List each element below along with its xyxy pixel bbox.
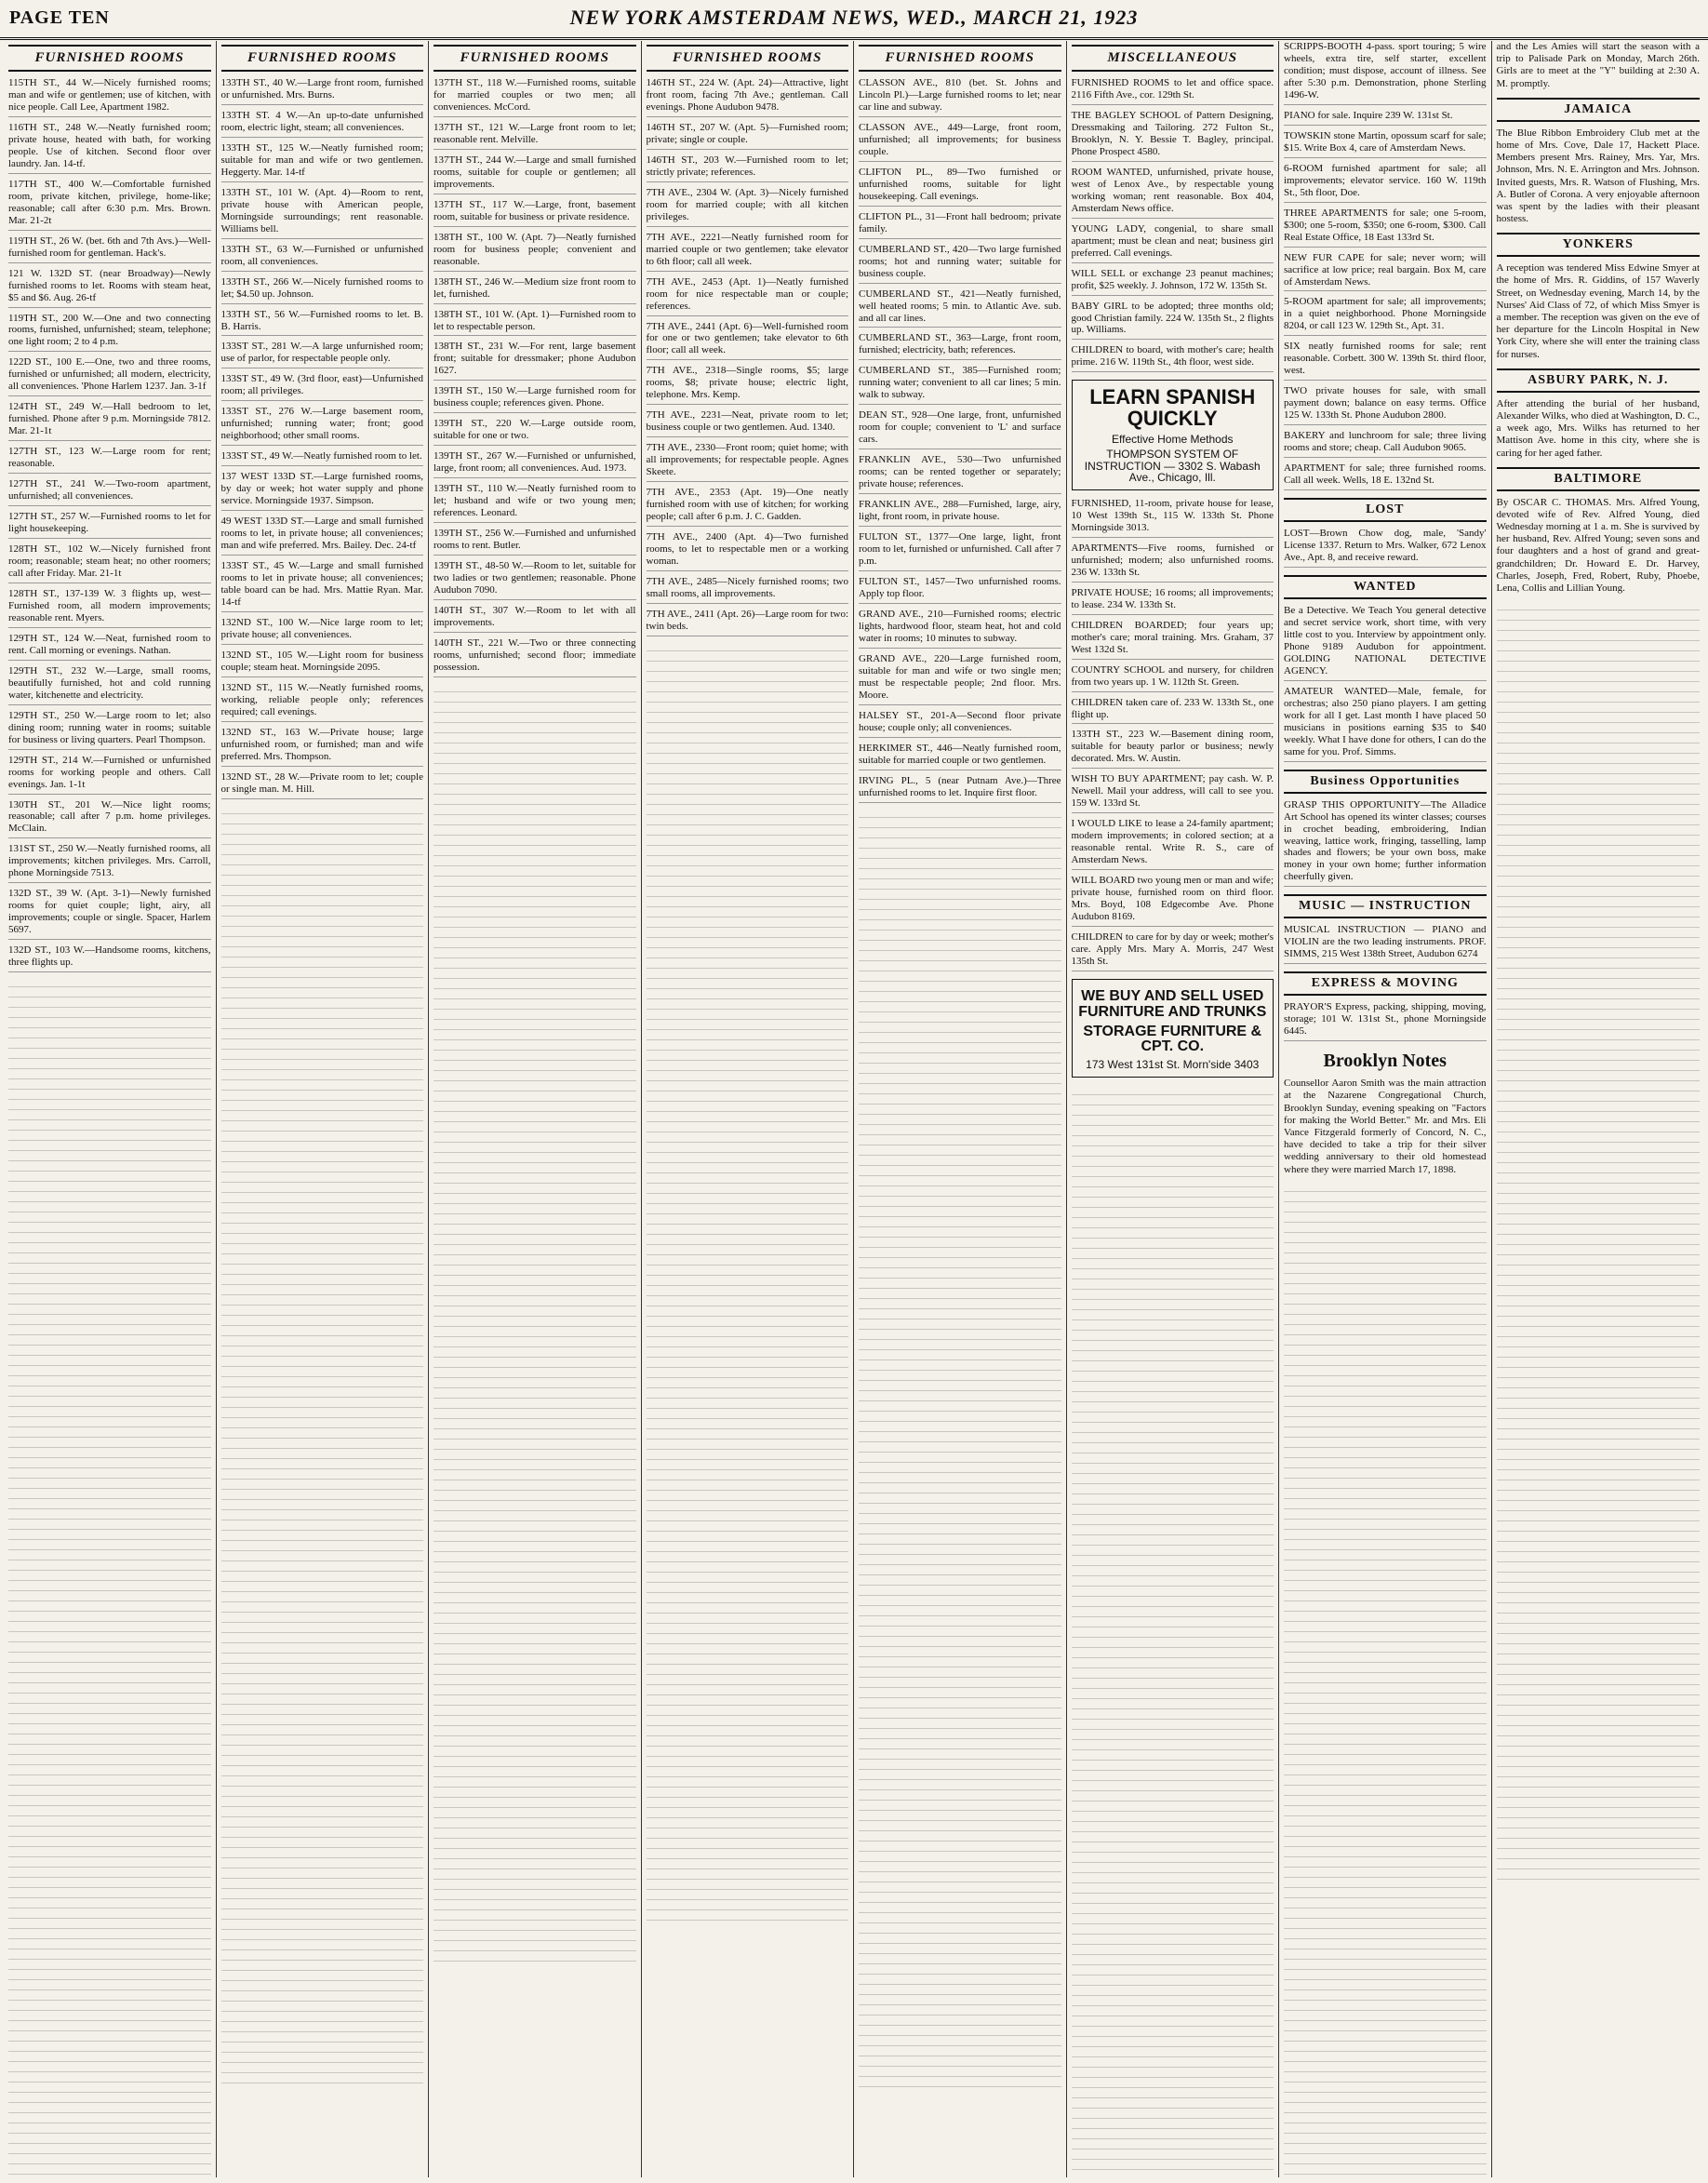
listing-6: 119TH ST., 200 W.—One and two connecting rooms, furnished, unfurnished; steam, telephone; one light room; 2 to 4 p.m. [8,313,211,353]
column-7 [1279,41,1492,2177]
listing-4: 133TH ST., 101 W. (Apt. 4)—Room to rent, private house with American people, Morningside surroundings; rent reasonable. Williams bell. [221,187,424,239]
listing-2: 137TH ST., 121 W.—Large front room to let; reasonable rent. Melville. [434,122,636,150]
listing-15: 132ND ST., 100 W.—Nice large room to let; private house; all conveniences. [221,617,424,645]
column-heading: FURNISHED ROOMS [8,45,211,72]
listing-12: COUNTRY SCHOOL and nursery, for children from two years up. 1 W. 112th St. Green. [1072,664,1274,692]
section-heading-music: MUSIC — INSTRUCTION [1284,894,1487,918]
listing-10: FRANKLIN AVE., 530—Two unfurnished rooms; can be rented together or separately; private house; references. [859,454,1061,494]
listing-2: 133TH ST. 4 W.—An up-to-date unfurnished room, electric light, steam; all conveniences. [221,110,424,138]
listing-12: 139TH ST., 110 W.—Neatly furnished room to let; husband and wife or two young men; references. Leonard. [434,483,636,523]
listing-9: 7TH AVE., 2231—Neat, private room to let; business couple or two gentlemen. Aud. 1340. [647,409,849,437]
section-heading-jamaica: JAMAICA [1497,98,1701,122]
listing-8: FURNISHED, 11-room, private house for lease, 10 West 139th St., 115 W. 133th St. Phone Morningside 3013. [1072,498,1274,538]
listing-14: GRAND AVE., 210—Furnished rooms; electric lights, hardwood floor, steam heat, hot and cold water in rooms; 10 minutes to subway. [859,609,1061,649]
listing-4: CLIFTON PL., 31—Front hall bedroom; private family. [859,211,1061,239]
listing-11: 7TH AVE., 2353 (Apt. 19)—One neatly furnished room with use of kitchen; for working people; call after 6 p.m. J. C. Gadden. [647,487,849,527]
column-3 [429,41,642,2177]
listing-3: 117TH ST., 400 W.—Comfortable furnished room, private kitchen, privilege, home-like; reasonable; call after 6:30 p.m. Mrs. Brown. Mar. 21-2t [8,179,211,231]
listing-11: APARTMENT for sale; three furnished rooms. Call all week. Wells, 18 E. 132nd St. [1284,462,1487,490]
listing-16: HALSEY ST., 201-A—Second floor private house; couple only; all conveniences. [859,710,1061,738]
listing-3: CLIFTON PL., 89—Two furnished or unfurnished rooms, suitable for light housekeeping. Call evenings. [859,167,1061,207]
section-heading-express: EXPRESS & MOVING [1284,971,1487,996]
section-heading-wanted: WANTED [1284,575,1487,599]
listing-18: 130TH ST., 201 W.—Nice light rooms; reasonable; call after 7 p.m. home privileges. McClain. [8,799,211,839]
listing-11: FRANKLIN AVE., 288—Furnished, large, airy, light, front room, in private house. [859,499,1061,527]
listing-9: 127TH ST., 123 W.—Large room for rent; reasonable. [8,446,211,474]
listing-14: 7TH AVE., 2411 (Apt. 26)—Large room for two: twin beds. [647,609,849,636]
listing-5: 133TH ST., 63 W.—Furnished or unfurnished room, all conveniences. [221,244,424,272]
listing-3: 133TH ST., 125 W.—Neatly furnished room; suitable for man and wife or two gentlemen. Heggerty. Mar. 14-tf [221,142,424,182]
section-heading-asbury: ASBURY PARK, N. J. [1497,368,1701,393]
jamaica-text: The Blue Ribbon Embroidery Club met at the home of Mrs. Cove, Dale 17, Hackett Place. Members present Mrs. Rainey, Mrs. Yar, Mrs. Johnson, Mrs. N. E. Arrington and Mrs. Johnson. Invited guests, Mrs. R. Watson of Flushing, Mrs. A. Butler of Corona. A very enjoyable afternoon was spent by the ladies with their pleasant hostess. [1496,127,1700,225]
listing-1: FURNISHED ROOMS to let and office space. 2116 Fifth Ave., cor. 129th St. [1072,77,1274,105]
listing-18: 132ND ST., 163 W.—Private house; large unfurnished room, or furnished; man and wife preferred. Mrs. Thompson. [221,727,424,767]
listing-19: 131ST ST., 250 W.—Neatly furnished rooms, all improvements; kitchen privileges. Mrs. Carroll, phone Morningside 7513. [8,843,211,883]
listing-6: 138TH ST., 246 W.—Medium size front room to let, furnished. [434,276,636,304]
listing-15: WISH TO BUY APARTMENT; pay cash. W. P. Newell. Mail your address, will call to see you. 159 W. 133rd St. [1072,773,1274,813]
listing-10: 139TH ST., 220 W.—Large outside room, suitable for one or two. [434,418,636,446]
small-print-lines [8,977,211,2177]
listing-10: PRIVATE HOUSE; 16 rooms; all improvements; to lease. 234 W. 133th St. [1072,587,1274,615]
ad-subline: Effective Home Methods [1111,432,1234,446]
listing-16: 129TH ST., 250 W.—Large room to let; also dining room; running water in rooms; suitable for business or living quarters. Pearl Thompson. [8,710,211,750]
listing-13: CHILDREN taken care of. 233 W. 133th St., one flight up. [1072,697,1274,725]
listing-4: 6-ROOM furnished apartment for sale; all improvements; elevator service. 160 W. 119th St., 5th floor, Doe. [1284,163,1487,203]
listing-15: 129TH ST., 232 W.—Large, small rooms, beautifully furnished, hot and cold running water, kitchenette and electricity. [8,665,211,705]
listing-8: 124TH ST., 249 W.—Hall bedroom to let, furnished. Phone after 9 p.m. Morningside 7812. Mar. 21-1t [8,401,211,441]
listing-4: 7TH AVE., 2304 W. (Apt. 3)—Nicely furnished room for married couple; with all kitchen privileges. [647,187,849,227]
listing-14: 133TH ST., 223 W.—Basement dining room, suitable for beauty parlor or business; newly decorated. Mrs. W. Austin. [1072,729,1274,769]
listing-12: 7TH AVE., 2400 (Apt. 4)—Two furnished rooms, to let to respectable men or a working woman. [647,531,849,571]
section-heading-baltimore: BALTIMORE [1497,467,1701,491]
listing-5: THREE APARTMENTS for sale; one 5-room, $300; one 5-room, $350; one 6-room, $300. Call Real Estate Office, 18 East 133rd St. [1284,208,1487,248]
furniture-ad [1072,979,1274,1078]
listing-3: 137TH ST., 244 W.—Large and small furnished rooms, suitable for couple or gentlemen; all improvements. [434,154,636,194]
listing-19: 132ND ST., 28 W.—Private room to let; couple or single man. M. Hill. [221,771,424,799]
ad-headline: LEARN SPANISH QUICKLY [1089,385,1256,431]
columns [4,41,1704,2177]
listing-13: 128TH ST., 137-139 W. 3 flights up, west—Furnished room, all modern improvements; reasonable rent. Myers. [8,588,211,628]
listing-17: 132ND ST., 115 W.—Neatly furnished rooms, working, reliable people only; references required; call evenings. [221,682,424,722]
listing-2: THE BAGLEY SCHOOL of Pattern Designing, Dressmaking and Tailoring. 272 Fulton St., Brooklyn, N. Y. Bessie T. Bagley, principal. Phone Prospect 4580. [1072,110,1274,162]
listing-13: FULTON ST., 1457—Two unfurnished rooms. Apply top floor. [859,576,1061,604]
listing-7: CUMBERLAND ST., 363—Large, front room, furnished; electricity, bath; references. [859,332,1061,360]
listing-8: 138TH ST., 231 W.—For rent, large basement front; suitable for dressmaker; phone Audubon 1627. [434,341,636,381]
listing-1: CLASSON AVE., 810 (bet. St. Johns and Lincoln Pl.)—Large furnished rooms to let; near car line and subway. [859,77,1061,117]
listing-9: APARTMENTS—Five rooms, furnished or unfurnished; modern; also unfurnished rooms. 236 W. 133th St. [1072,542,1274,583]
spanish-ad [1072,380,1274,490]
listing-13: 49 WEST 133D ST.—Large and small furnished rooms to let, in private house; all conveniences; man and wife preferred. Mrs. Bailey. Dec. 24-tf [221,516,424,556]
listing-10: 127TH ST., 241 W.—Two-room apartment, unfurnished; all conveniences. [8,478,211,506]
column-2 [217,41,430,2177]
listing-9: TWO private houses for sale, with small payment down; balance on easy terms. Office 125 W. 133th St. Phone Audubon 2800. [1284,385,1487,425]
section-heading-yonkers: YONKERS [1497,233,1701,257]
small-print-lines [434,682,636,1966]
masthead [0,0,1708,40]
listing-1: 133TH ST., 40 W.—Large front room, furnished or unfurnished. Mrs. Burns. [221,77,424,105]
listing-9: 133ST ST., 49 W. (3rd floor, east)—Unfurnished room; all privileges. [221,373,424,401]
small-print-lines [1497,600,1701,1884]
column-5 [854,41,1067,2177]
listing-7: 138TH ST., 101 W. (Apt. 1)—Furnished room to let to respectable person. [434,309,636,337]
ad-headline: WE BUY AND SELL USED FURNITURE AND TRUNKS [1078,987,1267,1020]
listing-16: 140TH ST., 221 W.—Two or three connecting rooms, unfurnished; second floor; immediate possession. [434,637,636,677]
listing-12: FULTON ST., 1377—One large, light, front room to let, furnished or unfurnished. Call after 7 p.m. [859,531,1061,571]
listing-5: 138TH ST., 100 W. (Apt. 7)—Neatly furnished room for business people; convenient and reasonable. [434,232,636,272]
listing-1: 137TH ST., 118 W.—Furnished rooms, suitable for married couples or two men; all conveniences. McCord. [434,77,636,117]
listing-4: 137TH ST., 117 W.—Large, front, basement room, suitable for business or private residence. [434,199,636,227]
column-8 [1492,41,1705,2177]
listing-16: 132ND ST., 105 W.—Light room for business couple; steam heat. Morningside 2095. [221,650,424,677]
listing-6: 133TH ST., 266 W.—Nicely furnished rooms to let; $4.50 up. Johnson. [221,276,424,304]
listing-3: 146TH ST., 203 W.—Furnished room to let; strictly private; references. [647,154,849,182]
listing-9: 139TH ST., 150 W.—Large furnished room for business couple; references given. Phone. [434,385,636,413]
asbury-text: After attending the burial of her husband, Alexander Wilks, who died at Washington, D. C., a week ago, Mrs. Wilks has returned to her Mattison Ave. home in this city, where she is caring for her aged father. [1496,397,1700,459]
listing-12: 128TH ST., 102 W.—Nicely furnished front room; reasonable; steam heat; no other roomers; call after Friday. Mar. 21-1t [8,543,211,583]
column-heading: MISCELLANEOUS [1072,45,1274,72]
listing-3: TOWSKIN stone Martin, opossum scarf for sale; $15. Write Box 4, care of Amsterdam News. [1284,130,1487,158]
music-item: MUSICAL INSTRUCTION — PIANO and VIOLIN are the two leading instruments. PROF. SIMMS, 215 West 138th Street, Audubon 6274 [1284,924,1487,964]
listing-14: 139TH ST., 48-50 W.—Room to let, suitable for two ladies or two gentlemen; reasonable. Phone Audubon 7090. [434,560,636,600]
listing-18: IRVING PL., 5 (near Putnam Ave.)—Three unfurnished rooms to let. Inquire first floor. [859,775,1061,803]
business-item: GRASP THIS OPPORTUNITY—The Alladice Art School has opened its winter classes; courses in crochet beading, embroidering, Indian weaving, lattice work, fringing, tasselling, lamp shades and flowers; be your own boss, make money in your own home; further information cheerfully given. [1284,799,1487,888]
listing-14: 133ST ST., 45 W.—Large and small furnished rooms to let in private house; all conveniences; table board can be had. Mrs. Mattie Ryan. Mar. 14-tf [221,560,424,612]
column-6 [1067,41,1280,2177]
wanted-item-1: Be a Detective. We Teach You general detective and secret service work, short time, with very little cost to you. Interview by appointment only. Phone 9189 Audubon for appointment. GOLDING NATIONAL DETECTIVE AGENCY. [1284,605,1487,681]
listing-4: YOUNG LADY, congenial, to share small apartment; must be clean and neat; business girl preferred. Call evenings. [1072,223,1274,263]
yonkers-text: A reception was tendered Miss Edwine Smyer at the home of Mrs. R. Giddins, of 157 Waverly Street, on Wednesday evening, March 14, by the Nurses' Aid Class of 72, of which Miss Smyer is a member. The reception was given on the eve of her departure for the Lincoln Hospital in New York City, where she will enter the training class for nurses. [1496,262,1700,360]
listing-7: 7TH AVE., 2441 (Apt. 6)—Well-furnished room for one or two gentlemen; take elevator to 6th floor; call all week. [647,321,849,361]
listing-2: PIANO for sale. Inquire 239 W. 131st St. [1284,110,1487,126]
listing-7: CHILDREN to board, with mother's care; health prime. 216 W. 119th St., 4th floor, west side. [1072,344,1274,372]
column-heading: FURNISHED ROOMS [221,45,424,72]
listing-21: 132D ST., 103 W.—Handsome rooms, kitchens, three flights up. [8,944,211,972]
listing-7: 133TH ST., 56 W.—Furnished rooms to let. B. B. Harris. [221,309,424,337]
listing-2: CLASSON AVE., 449—Large, front room, unfurnished; all improvements; for business couple. [859,122,1061,162]
section-heading-lost: LOST [1284,498,1487,522]
listing-17: WILL BOARD two young men or man and wife; private house, furnished room on third floor. Mrs. Boyd, 108 Edgecombe Ave. Phone Audubon 8169. [1072,875,1274,927]
listing-11: 139TH ST., 267 W.—Furnished or unfurnished, large, front room; all conveniences. Aud. 1973. [434,450,636,478]
listing-2: 146TH ST., 207 W. (Apt. 5)—Furnished room; private; single or couple. [647,122,849,150]
listing-14: 129TH ST., 124 W.—Neat, furnished room to rent. Call morning or evenings. Nathan. [8,633,211,661]
page-label: PAGE TEN [9,7,110,28]
listing-17: HERKIMER ST., 446—Neatly furnished room, suitable for married couple or two gentlemen. [859,743,1061,770]
column-1 [4,41,217,2177]
listing-6: NEW FUR CAPE for sale; never worn; will sacrifice at low price; real bargain. Box M, care of Amsterdam News. [1284,252,1487,292]
paper-title: NEW YORK AMSTERDAM NEWS, WED., MARCH 21, 1923 [569,6,1139,29]
listing-12: 137 WEST 133D ST.—Large furnished rooms, by day or week; hot water supply and phone service. Morningside 1937. Simpson. [221,471,424,511]
intro-paragraph: and the Les Amies will start the season with a trip to Palisade Park on Monday, March 26th. Girls are to meet at the "Y" building at 2:30 A. M. promptly. [1496,41,1700,89]
listing-8: CUMBERLAND ST., 385—Furnished room; running water; convenient to all car lines; 5 min. walk to subway. [859,365,1061,405]
listing-11: 127TH ST., 257 W.—Furnished rooms to let for light housekeeping. [8,511,211,539]
listing-6: BABY GIRL to be adopted; three months old; good Christian family. 224 W. 135th St., 2 flights up. Williams. [1072,301,1274,341]
listing-13: 7TH AVE., 2485—Nicely furnished rooms; two small rooms, all improvements. [647,576,849,604]
listing-11: CHILDREN BOARDED; four years up; mother's care; moral training. Mrs. Graham, 37 West 132d St. [1072,620,1274,660]
listing-1: 115TH ST., 44 W.—Nicely furnished rooms; man and wife or gentlemen; use of kitchen, with nice people. Call Lee, Apartment 1982. [8,77,211,117]
small-print-lines [859,808,1061,2092]
listing-7: 5-ROOM apartment for sale; all improvements; in a quiet neighborhood. Phone Morningside 8204, or call 123 W. 129th St., Apt. 31. [1284,296,1487,336]
listing-3: ROOM WANTED, unfurnished, private house, west of Lenox Ave., by respectable young working woman; rent reasonable. Box 404, Amsterdam News office. [1072,167,1274,219]
ad-address: THOMPSON SYSTEM OF INSTRUCTION — 3302 S. Wabash Ave., Chicago, Ill. [1084,448,1261,485]
small-print-lines [221,804,424,2088]
listing-2: 116TH ST., 248 W.—Neatly furnished room; private house, heated with bath, for working people. Use of kitchen. Second floor over laundry. Jan. 14-tf. [8,122,211,174]
brooklyn-notes-text: Counsellor Aaron Smith was the main attraction at the Nazarene Congregational Church, Brooklyn Sunday, evening speaking on "Factors for making the World Better." Mr. and Mrs. Eli Vance Fitzgerald formerly of Concord, N. C., have decided to take a trip for their silver wedding anniversary to their old homestead where they were married March 17, 1898. [1284,1078,1487,1175]
baltimore-text: By OSCAR C. THOMAS. Mrs. Alfred Young, devoted wife of Rev. Alfred Young, died Wednesday morning at 1 a. m. She is survived by her husband, Rev. Alfred Young; seven sons and four daughters and a host of grand and great-grandchildren; Dr. Howard E. Dr. Harvey, Charles, Joseph, Fred, Robert, Ruby, Phoebe, Lena, Collis and Lillian Young. [1496,496,1700,594]
listing-8: SIX neatly furnished rooms for sale; rent reasonable. Corbett. 300 W. 139th St. third floor, west. [1284,341,1487,381]
section-heading-business: Business Opportunities [1284,770,1487,794]
listing-10: BAKERY and lunchroom for sale; three living rooms and store; cheap. Call Audubon 9065. [1284,430,1487,458]
column-heading: FURNISHED ROOMS [647,45,849,72]
small-print-lines [647,641,849,1925]
wanted-item-2: AMATEUR WANTED—Male, female, for orchestras; also 250 piano players. I am getting work for all I get. Last month I have placed 50 musicians in positions earning $35 to $40 weekly. What I have done for others, I can do the same for you. Prof. Simms. [1284,686,1487,762]
listing-16: I WOULD LIKE to lease a 24-family apartment; modern improvements; in colored section; at a reasonable rental. Write R. S., care of Amsterdam News. [1072,818,1274,870]
small-print-lines [1284,1182,1487,2177]
listing-15: GRAND AVE., 220—Large furnished room, suitable for man and wife or two single men; must be respectable people; 2nd floor. Mrs. Moore. [859,653,1061,705]
brooklyn-notes-heading: Brooklyn Notes [1323,1051,1447,1072]
column-heading: FURNISHED ROOMS [434,45,636,72]
listing-5: CUMBERLAND ST., 420—Two large furnished rooms; hot and running water; suitable for business couple. [859,244,1061,284]
express-item: PRAYOR'S Express, packing, shipping, moving, storage; 101 W. 131st St., phone Morningside 6445. [1284,1001,1487,1041]
listing-6: 7TH AVE., 2453 (Apt. 1)—Neatly furnished room for nice respectable man or couple; references. [647,276,849,316]
listing-17: 129TH ST., 214 W.—Furnished or unfurnished rooms for working people and others. Call evenings. Jan. 1-1t [8,755,211,795]
listing-8: 7TH AVE., 2318—Single rooms, $5; large rooms, $8; private house; electric light, telephone. Mrs. Kemp. [647,365,849,405]
listing-4: 119TH ST., 26 W. (bet. 6th and 7th Avs.)—Well-furnished room for gentleman. Hack's. [8,235,211,263]
listing-8: 133ST ST., 281 W.—A large unfurnished room; use of parlor, for respectable people only. [221,341,424,368]
listing-5: 7TH AVE., 2221—Neatly furnished room for married couple or two gentlemen; take elevator to 6th floor; call all week. [647,232,849,272]
listing-18: CHILDREN to care for by day or week; mother's care. Apply Mrs. Mary A. Morris, 247 West 135th St. [1072,931,1274,971]
column-heading: FURNISHED ROOMS [859,45,1061,72]
listing-13: 139TH ST., 256 W.—Furnished and unfurnished rooms to rent. Butler. [434,528,636,556]
small-print-lines [1072,1085,1274,2177]
listing-10: 7TH AVE., 2330—Front room; quiet home; with all improvements; for respectable people. Agnes Skeete. [647,442,849,482]
lost-item: LOST—Brown Chow dog, male, 'Sandy' License 1337. Return to Mrs. Walker, 672 Lenox Ave., Apt. 8, and receive reward. [1284,528,1487,568]
listing-1: SCRIPPS-BOOTH 4-pass. sport touring; 5 wire wheels, extra tire, self starter, excellent condition; must dispose, account of illness. See after 5:30 p.m. Demonstration, phone Sterling 1496-W. [1284,41,1487,105]
listing-10: 133ST ST., 276 W.—Large basement room, unfurnished; running water; front; good neighborhood; other small rooms. [221,406,424,446]
listing-7: 122D ST., 100 E.—One, two and three rooms, furnished or unfurnished; all modern, electricity, all conveniences. 'Phone Harlem 1237. Jan. 3-1f [8,356,211,396]
listing-1: 146TH ST., 224 W. (Apt. 24)—Attractive, light front room, facing 7th Ave.; gentleman. Call evenings. Phone Audubon 9478. [647,77,849,117]
listing-5: 121 W. 132D ST. (near Broadway)—Newly furnished rooms to let. Rooms with steam heat, $5 and $6. Aug. 26-tf [8,268,211,308]
listing-5: WILL SELL or exchange 23 peanut machines; profit, $25 weekly. J. Johnson, 172 W. 135th St. [1072,268,1274,296]
listing-11: 133ST ST., 49 W.—Neatly furnished room to let. [221,450,424,466]
column-4 [642,41,855,2177]
listing-6: CUMBERLAND ST., 421—Neatly furnished, well heated rooms; 5 min. to Atlantic Ave. sub. and all car lines. [859,288,1061,328]
ad-address: 173 West 131st St. Morn'side 3403 [1086,1058,1260,1072]
listing-20: 132D ST., 39 W. (Apt. 3-1)—Newly furnished rooms for quiet couple; light, airy, all improvements; couple or single. Spacer, Harlem 5697. [8,888,211,940]
listing-15: 140TH ST., 307 W.—Room to let with all improvements. [434,605,636,633]
listing-9: DEAN ST., 928—One large, front, unfurnished room for couple; convenient to 'L' and surface cars. [859,409,1061,449]
ad-company: STORAGE FURNITURE & CPT. CO. [1083,1023,1262,1055]
